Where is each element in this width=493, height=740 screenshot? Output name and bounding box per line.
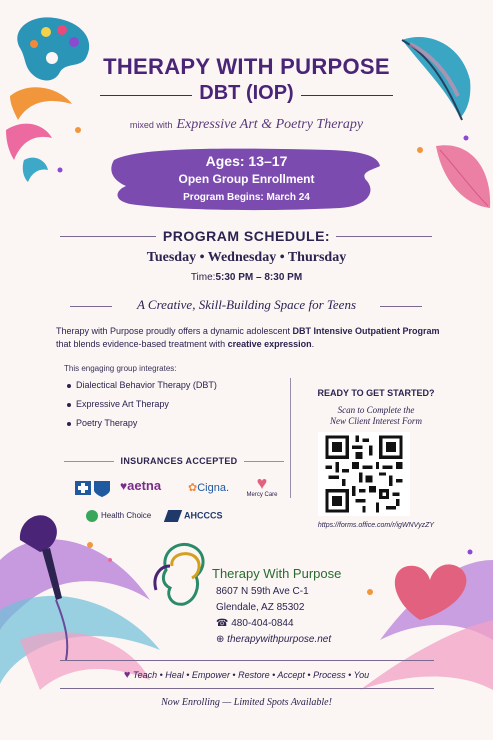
health-choice-label: Health Choice — [101, 511, 152, 521]
integrates-label: This engaging group integrates: — [64, 364, 177, 373]
mercy-care-label: Mercy Care — [246, 492, 278, 498]
cigna-label: Cigna. — [197, 482, 230, 494]
heart-icon: ♥ — [123, 669, 131, 681]
service-label: Poetry Therapy — [76, 418, 138, 428]
scan-instructions — [296, 405, 456, 427]
divider — [60, 660, 434, 661]
intro-dbt-program: DBT Intensive Outpatient Program — [292, 326, 440, 336]
phone-line[interactable] — [216, 618, 294, 629]
intro-text: that blends evidence-based treatment with — [56, 339, 228, 349]
ahcccs-label: AHCCCS — [184, 510, 223, 521]
tree-icon: ✿ — [188, 482, 198, 494]
list-item — [76, 380, 217, 390]
cigna-logo — [188, 481, 229, 494]
mercy-care-logo — [242, 474, 282, 498]
health-choice-icon — [86, 510, 98, 522]
service-label: Expressive Art Therapy — [76, 399, 169, 409]
page-title: THERAPY WITH PURPOSE — [103, 54, 390, 79]
insurance-title: INSURANCES ACCEPTED — [120, 456, 238, 466]
phone-icon: ☎ — [216, 618, 229, 629]
mixed-with-label: mixed with — [129, 120, 173, 130]
ahcccs-logo — [166, 510, 223, 522]
form-url[interactable]: https://forms.office.com/r/igWNVyzZY — [317, 522, 435, 529]
mixed-with-therapies: Expressive Art & Poetry Therapy — [176, 117, 364, 132]
divider — [244, 461, 284, 462]
scan-line-1: Scan to Complete the — [337, 405, 415, 415]
pink-swoosh-bottom — [20, 632, 150, 690]
qr-code-icon[interactable] — [318, 432, 410, 516]
vertical-divider — [290, 378, 291, 498]
intro-paragraph — [56, 325, 446, 351]
schedule-time — [0, 272, 493, 283]
address-line-1: 8607 N 59th Ave C-1 — [216, 586, 309, 597]
blue-cross-blue-shield-icon — [74, 478, 114, 498]
website-line[interactable] — [216, 634, 331, 645]
intro-creative-expression: creative expression — [227, 339, 312, 349]
aetna-logo — [120, 478, 161, 493]
intro-text: Therapy with Purpose proudly offers a dynamic adolescent — [56, 326, 293, 336]
schedule-days: Tuesday • Wednesday • Thursday — [146, 250, 347, 265]
time-value: 5:30 PM – 8:30 PM — [215, 272, 303, 283]
enrollment-label: Open Group Enrollment — [178, 172, 315, 186]
list-item — [76, 418, 137, 428]
now-enrolling: Now Enrolling — Limited Spots Available! — [161, 697, 332, 708]
time-label: Time: — [190, 272, 216, 283]
divider — [380, 306, 422, 307]
page-subtitle: DBT (IOP) — [199, 82, 294, 104]
schedule-title: PROGRAM SCHEDULE: — [162, 228, 331, 244]
address-line-2: Glendale, AZ 85302 — [216, 602, 305, 613]
footer-motto — [0, 669, 493, 681]
motto-text: Teach • Heal • Empower • Restore • Accept • Process • You — [132, 670, 370, 680]
tagline: A Creative, Skill-Building Space for Teens — [136, 297, 357, 312]
ready-heading: READY TO GET STARTED? — [317, 388, 435, 398]
scan-line-2: New Client Interest Form — [330, 416, 422, 426]
health-choice-logo — [86, 510, 151, 522]
phone-number: 480-404-0844 — [231, 618, 294, 629]
program-begins-label: Program Begins: March 24 — [183, 192, 310, 203]
subtitle-rule-right — [301, 95, 393, 96]
heart-icon: ♥ — [256, 473, 268, 493]
divider — [336, 236, 432, 237]
practice-name: Therapy With Purpose — [212, 566, 342, 581]
list-item — [76, 399, 169, 409]
globe-icon: ⊕ — [216, 634, 225, 645]
heart-icon: ♥ — [120, 479, 128, 493]
website-link: therapywithpurpose.net — [227, 634, 332, 645]
service-label: Dialectical Behavior Therapy (DBT) — [76, 380, 217, 390]
aetna-label: aetna — [127, 478, 162, 493]
therapy-logo-icon — [155, 544, 203, 604]
ages-label: Ages: 13–17 — [205, 153, 288, 169]
divider — [60, 688, 434, 689]
mixed-with-line — [0, 116, 493, 133]
ahcccs-icon — [164, 510, 182, 522]
intro-text: . — [311, 339, 315, 349]
